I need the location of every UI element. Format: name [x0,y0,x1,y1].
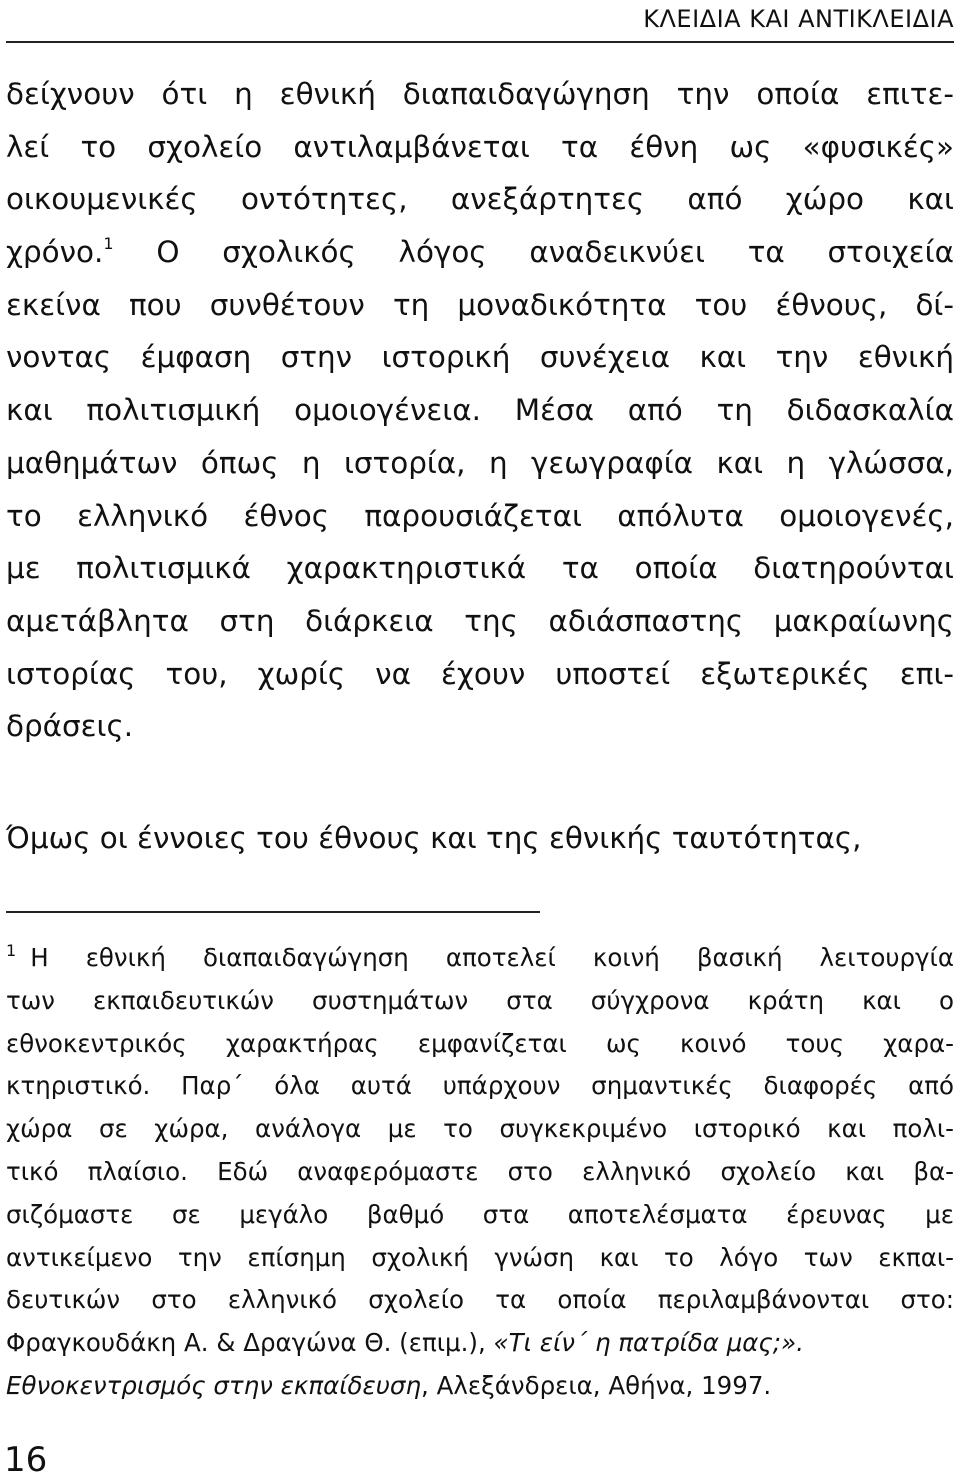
footnote-citation-subtitle: Εθνοκεντρισμός στην εκπαίδευση [6,1370,421,1400]
footnote-line [6,937,954,980]
footnote-line: σιζόμαστε σε μεγάλο βαθμό στα αποτελέσματα έρευνας με [6,1199,954,1229]
footnote-reference[interactable]: 1 [103,234,114,254]
footnote-divider [6,911,540,913]
body-line: με πολιτισμικά χαρακτηριστικά τα οποία διατηρούνται [6,551,954,586]
footnote-citation-publisher: , Αλεξάνδρεια, Αθήνα, 1997. [421,1370,772,1400]
body-line-start: χρόνο. [6,235,104,270]
body-line: δράσεις. [6,709,134,744]
footnote-line: δευτικών στο ελληνικό σχολείο τα οποία περιλαμβάνονται στο: [6,1285,954,1315]
body-line: λεί το σχολείο αντιλαμβάνεται τα έθνη ως «φυσικές» [6,129,954,164]
footnote-line: κτηριστικό. Παρ΄ όλα αυτά υπάρχουν σημαντικές διαφορές από [6,1071,954,1101]
footnote-citation-title: «Τι είν΄ η πατρίδα μας;». [493,1328,804,1358]
body-line-rest: Ο σχολικός λόγος αναδεικνύει τα στοιχεία [156,235,954,270]
body-line: οικουμενικές οντότητες, ανεξάρτητες από χώρο και [6,182,954,217]
body-line: το ελληνικό έθνος παρουσιάζεται απόλυτα ομοιογενές, [6,498,954,533]
body-line-with-footnote [6,226,954,279]
body-line: ιστορίας του, χωρίς να έχουν υποστεί εξωτερικές επι- [6,656,954,691]
body-line: και πολιτισμική ομοιογένεια. Μέσα από τη διδασκαλία [6,393,954,428]
footnote-line: χώρα σε χώρα, ανάλογα με το συγκεκριμένο ιστορικό και πολι- [6,1114,954,1144]
footnote [6,937,954,1408]
body-line: νοντας έμφαση στην ιστορική συνέχεια και την εθνική [6,340,954,375]
body-line: εκείνα που συνθέτουν τη μοναδικότητα του έθνους, δί- [6,287,954,322]
footnote-citation-authors: Φραγκουδάκη Α. & Δραγώνα Θ. (επιμ.), [6,1328,494,1358]
footnote-line: τικό πλαίσιο. Εδώ αναφερόμαστε στο ελληνικό σχολείο και βα- [6,1156,954,1186]
body-line: αμετάβλητα στη διάρκεια της αδιάσπαστης μακραίωνης [6,603,954,638]
running-header: ΚΛΕΙΔΙΑ ΚΑΙ ΑΝΤΙΚΛΕΙΔΙΑ [643,5,954,33]
footnote-line: αντικείμενο την επίσημη σχολική γνώση και το λόγο των εκπαι- [6,1242,954,1272]
footnote-marker: 1 [6,941,17,960]
footnote-line: των εκπαιδευτικών συστημάτων στα σύγχρονα κράτη και ο [6,985,954,1015]
footnote-line [6,1322,954,1365]
body-line: δείχνουν ότι η εθνική διαπαιδαγώγηση την οποία επιτε- [6,77,954,111]
footnote-line-text: Η εθνική διαπαιδαγώγηση αποτελεί κοινή βασική λειτουργία [30,943,954,972]
footnote-line [6,1365,954,1408]
footnote-line: εθνοκεντρικός χαρακτήρας εμφανίζεται ως κοινό τους χαρα- [6,1028,954,1058]
second-paragraph: Όμως οι έννοιες του έθνους και της εθνικής ταυτότητας, [6,821,862,855]
body-line: μαθημάτων όπως η ιστορία, η γεωγραφία και η γλώσσα, [6,445,954,480]
main-paragraph [6,68,954,753]
page-number: 16 [4,1440,48,1480]
header-divider [6,41,954,43]
